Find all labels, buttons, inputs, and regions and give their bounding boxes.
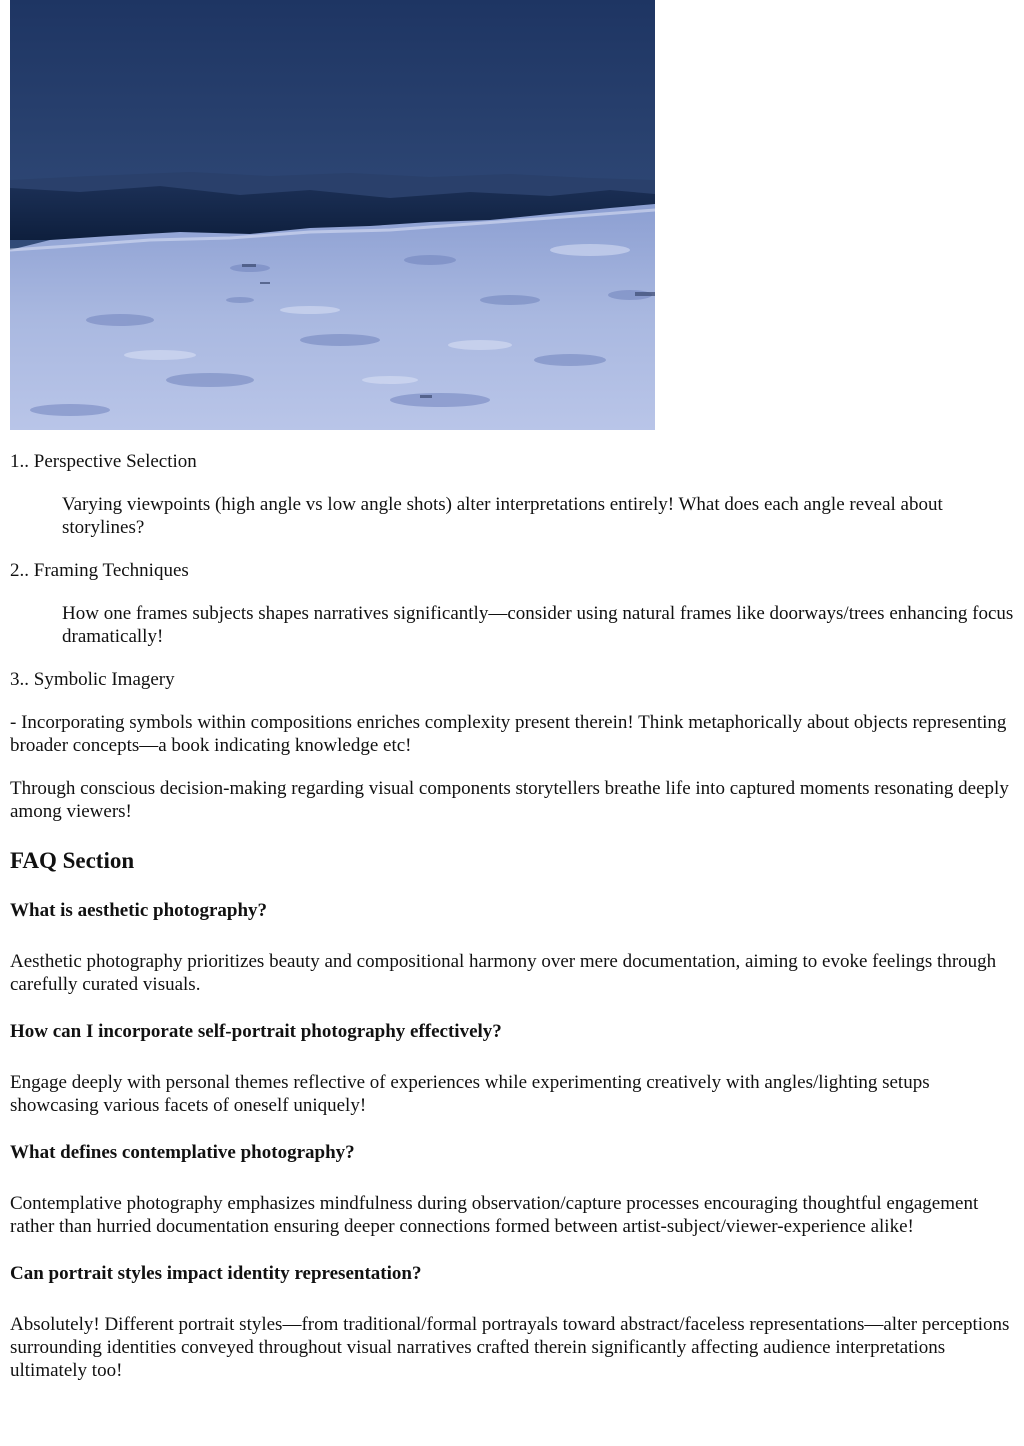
faq-heading: FAQ Section [10,848,135,873]
list-item-description: How one frames subjects shapes narratives significantly—consider using natural frames like doorways/trees enhancing focus dramatically! [62,603,1014,647]
article [10,0,1014,1382]
faq-answer: Absolutely! Different portrait styles—from traditional/formal portrayals toward abstract/faceless representations—alter perceptions surrounding identities conveyed throughout visual narratives crafted therein significantly affecting audience interpretations ultimately too! [10,1314,1010,1381]
faq-question: What is aesthetic photography? [10,900,268,921]
list-item-title: 3.. Symbolic Imagery [10,669,175,690]
hero-photo [10,0,655,430]
faq-answer: Engage deeply with personal themes reflective of experiences while experimenting creatively with angles/lighting setups showcasing various facets of oneself uniquely! [10,1072,930,1116]
list-item-description: Varying viewpoints (high angle vs low angle shots) alter interpretations entirely! What does each angle reveal about storylines? [62,494,943,538]
symbolic-imagery-paragraph: - Incorporating symbols within compositions enriches complexity present therein! Think metaphorically about objects representing broader concepts—a book indicating knowledge etc! [10,712,1007,756]
list-item-title: 1.. Perspective Selection [10,451,197,472]
faq-question: What defines contemplative photography? [10,1142,355,1163]
faq-question: Can portrait styles impact identity representation? [10,1263,422,1284]
conclusion-paragraph: Through conscious decision-making regarding visual components storytellers breathe life into captured moments resonating deeply among viewers! [10,778,1009,822]
faq-question: How can I incorporate self-portrait photography effectively? [10,1021,502,1042]
list-item-title: 2.. Framing Techniques [10,560,189,581]
faq-answer: Aesthetic photography prioritizes beauty and compositional harmony over mere documentation, aiming to evoke feelings through carefully curated visuals. [10,951,997,995]
snowy-mountain-twilight-photo-icon [10,0,655,430]
faq-answer: Contemplative photography emphasizes mindfulness during observation/capture processes encouraging thoughtful engagement rather than hurried documentation ensuring deeper connections formed between artist-subject/viewer-experience alike! [10,1193,979,1237]
